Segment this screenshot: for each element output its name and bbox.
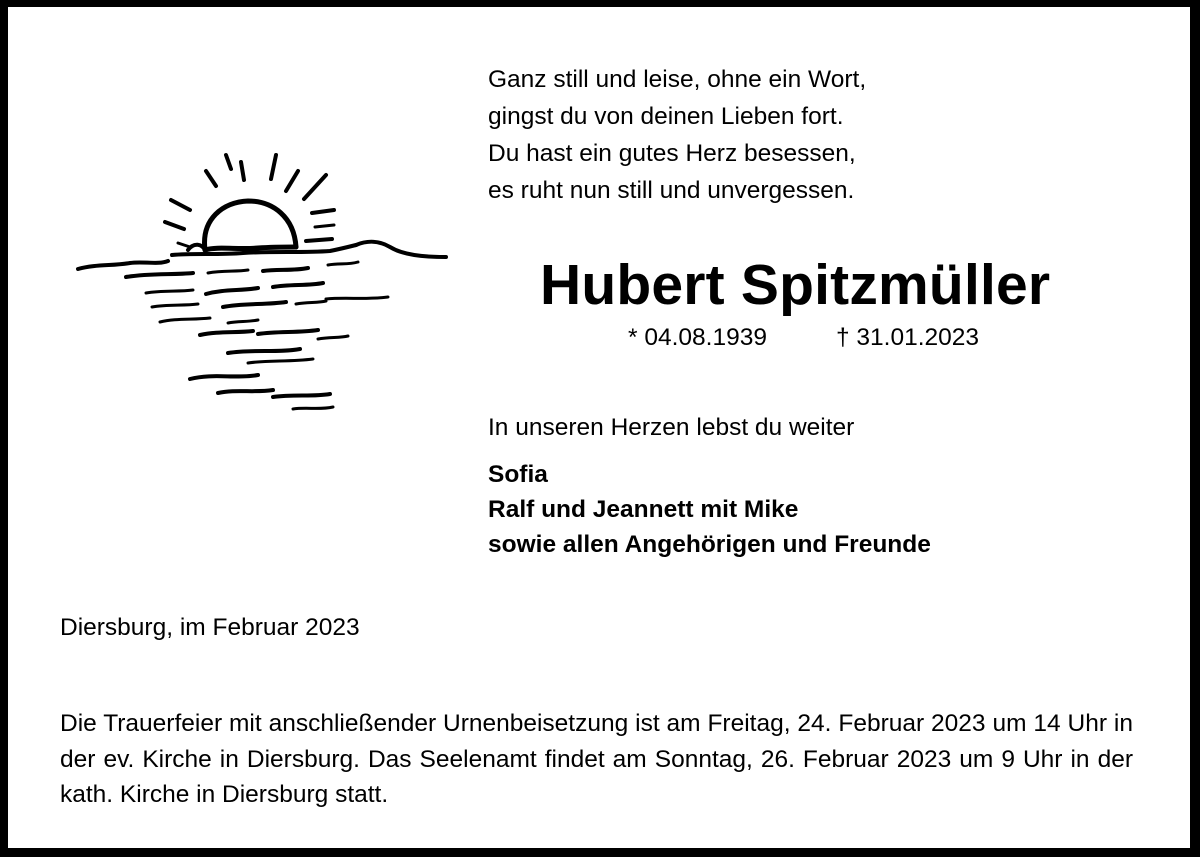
ceremony-notice: Die Trauerfeier mit anschließender Urnenbeisetzung ist am Freitag, 24. Februar 2023 um 14 Uhr in der ev. Kirche in Diersburg. Das Seelenamt findet am Sonntag, 26. Februar 2023 um 9 Uhr in der kath. Kirche in Diersburg statt. <box>60 710 1133 808</box>
mourners-list <box>488 457 931 562</box>
deceased-name: Hubert Spitzmüller <box>540 253 1051 317</box>
poem-line: es ruht nun still und unvergessen. <box>488 177 855 204</box>
poem-line: gingst du von deinen Lieben fort. <box>488 103 844 130</box>
farewell-intro: In unseren Herzen lebst du weiter <box>488 414 855 441</box>
place-and-date: Diersburg, im Februar 2023 <box>60 614 360 641</box>
memorial-poem <box>488 61 866 209</box>
poem-line: Ganz still und leise, ohne ein Wort, <box>488 66 867 93</box>
obituary-card <box>8 7 1190 848</box>
sunset-over-water-icon <box>68 147 458 427</box>
birth-date: * 04.08.1939 <box>628 324 767 351</box>
death-date: † 31.01.2023 <box>836 324 980 351</box>
mourner-entry: Sofia <box>488 461 548 488</box>
poem-line: Du hast ein gutes Herz besessen, <box>488 140 856 167</box>
mourner-entry: sowie allen Angehörigen und Freunde <box>488 531 931 558</box>
mourner-entry: Ralf und Jeannett mit Mike <box>488 496 799 523</box>
